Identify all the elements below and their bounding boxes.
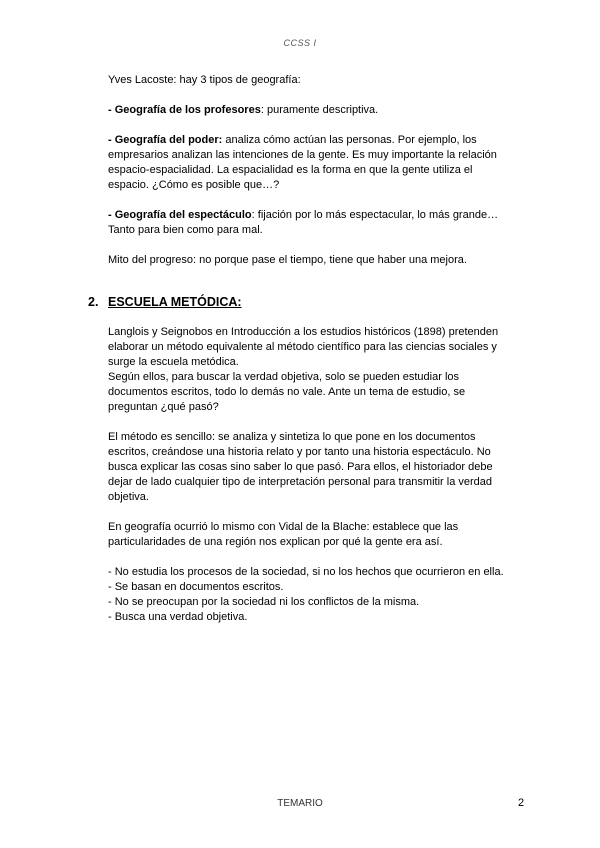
type-term: - Geografía del espectáculo [108,209,252,221]
paragraph-segun-ellos: Según ellos, para buscar la verdad objetiva, solo se pueden estudiar los documentos escritos, todo lo demás no vale. Ante un tema de estudio, se preguntan ¿qué pasó? [108,371,466,413]
paragraph-langlois: Langlois y Seignobos en Introducción a los estudios históricos (1898) pretenden elaborar un método equivalente al método científico para las ciencias sociales y surge la escuela metódica. [108,326,499,368]
page-number: 2 [518,797,525,809]
section-number: 2. [88,295,99,309]
list-item: - No se preocupan por la sociedad ni los conflictos de la misma. [108,596,420,608]
section-heading [88,294,513,310]
page-header: CCSS I [283,38,317,48]
type-profesores: - Geografía de los profesores: puramente descriptiva. [108,104,379,116]
type-text: fijación por lo más espectacular, lo más grande… Tanto para bien como para mal. [108,209,499,236]
type-text: puramente descriptiva. [266,104,379,116]
mito-line: Mito del progreso: no porque pase el tiempo, tiene que haber una mejora. [108,254,467,266]
paragraph-metodo: El método es sencillo: se analiza y sintetiza lo que pone en los documentos escritos, creándose una historia relato y por tanto una historia espectáculo. No busca explicar las cosas sino saber lo que pasó. Para ellos, el historiador debe dejar de lado cualquier tipo de interpretación personal para transmitir la verdad objetiva. [108,431,493,503]
type-text: analiza cómo actúan las personas. Por ejemplo, los empresarios analizan las intenciones de la gente. Es muy importante la relación espacio-espacialidad. La espacialidad es la forma en que la gente utiliza el espacio. ¿Cómo es posible que…? [108,134,497,191]
section-title: ESCUELA METÓDICA: [108,295,242,309]
intro-line: Yves Lacoste: hay 3 tipos de geografía: [108,74,301,86]
list-item: - No estudia los procesos de la sociedad, si no los hechos que ocurrieron en ella. [108,566,504,578]
paragraph-geografia: En geografía ocurrió lo mismo con Vidal de la Blache: establece que las particularidades de una región nos explican por qué la gente era así. [108,521,459,548]
list-item: - Busca una verdad objetiva. [108,611,248,623]
list-item: - Se basan en documentos escritos. [108,581,284,593]
type-term: - Geografía del poder: [108,134,223,146]
type-term: - Geografía de los profesores [108,104,261,116]
type-espectaculo: - Geografía del espectáculo: fijación por lo más espectacular, lo más grande… Tanto para bien como para mal. [108,209,499,236]
page-content [88,73,513,625]
type-poder [108,133,513,193]
footer-label: TEMARIO [277,798,323,809]
